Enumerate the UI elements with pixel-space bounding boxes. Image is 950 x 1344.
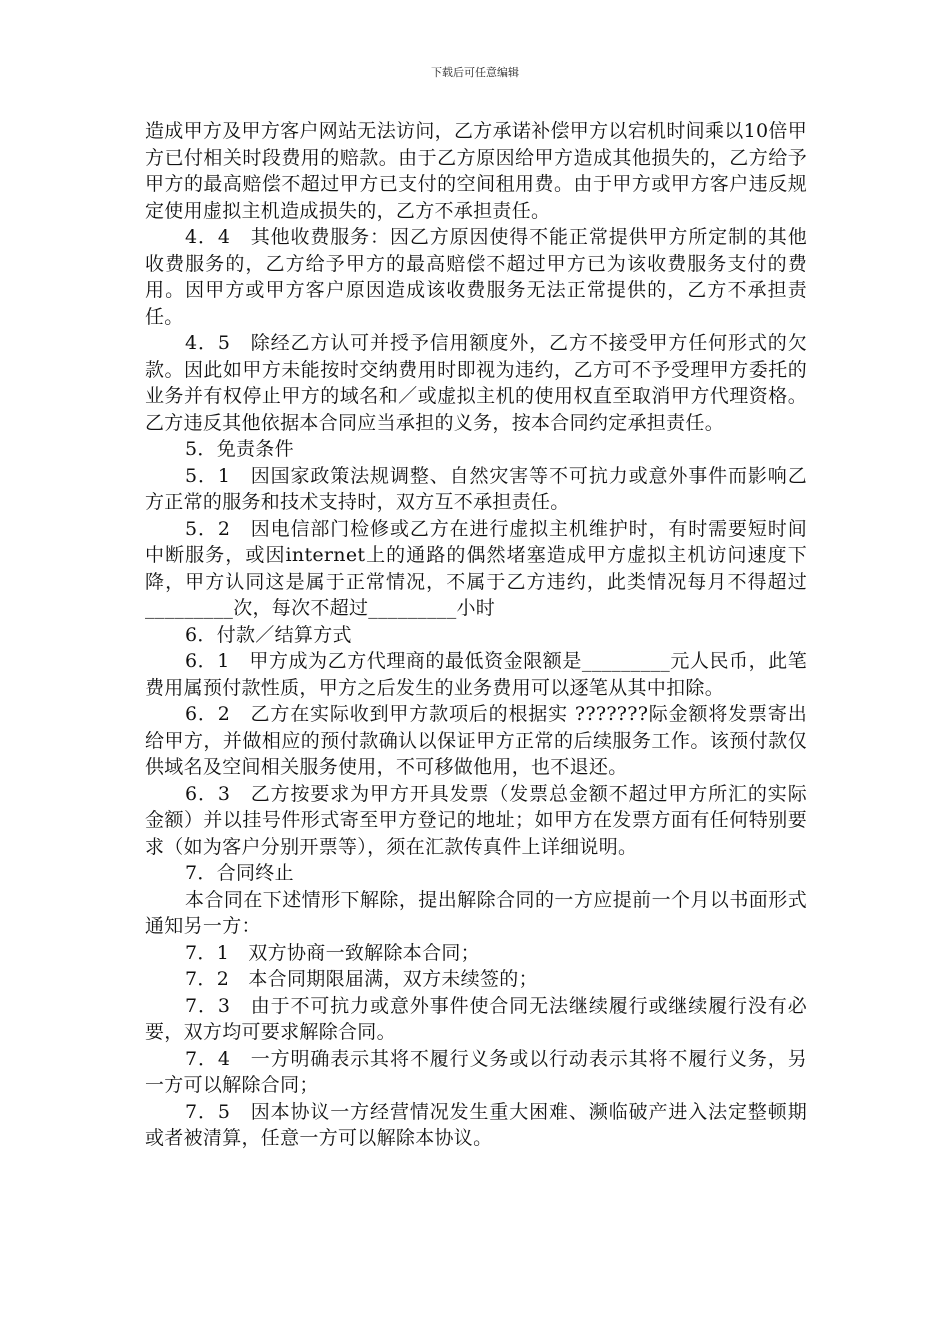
paragraph-7-2: 7．2 本合同期限届满，双方未续签的； — [185, 968, 538, 990]
section-heading-7: 7．合同终止 — [185, 862, 294, 884]
section-heading-5: 5．免责条件 — [185, 438, 294, 460]
document-body — [145, 118, 807, 1152]
paragraph-7-3: 7．3 由于不可抗力或意外事件使合同无法继续履行或继续履行没有必要，双方均可要求解除合同。 — [145, 994, 807, 1043]
paragraph-6-1: 6．1 甲方成为乙方代理商的最低资金限额是_________元人民币，此笔费用属预付款性质，甲方之后发生的业务费用可以逐笔从其中扣除。 — [145, 650, 807, 699]
paragraph-5-1: 5．1 因国家政策法规调整、自然灾害等不可抗力或意外事件而影响乙方正常的服务和技术支持时，双方互不承担责任。 — [145, 464, 807, 513]
paragraph-7-4: 7．4 一方明确表示其将不履行义务或以行动表示其将不履行义务，另一方可以解除合同； — [145, 1047, 807, 1096]
paragraph-4-5: 4．5 除经乙方认可并授予信用额度外，乙方不接受甲方任何形式的欠款。因此如甲方未能按时交纳费用时即视为违约，乙方可不予受理甲方委托的业务并有权停止甲方的域名和／或虚拟主机的使用权直至取消甲方代理资格。乙方违反其他依据本合同应当承担的义务，按本合同约定承担责任。 — [145, 332, 807, 434]
paragraph-6-2: 6．2 乙方在实际收到甲方款项后的根据实 ???????际金额将发票寄出给甲方，并做相应的预付款确认以保证甲方正常的后续服务工作。该预付款仅供域名及空间相关服务使用，不可移做他用，也不退还。 — [145, 703, 807, 778]
paragraph-7-1: 7．1 双方协商一致解除本合同； — [185, 941, 480, 964]
paragraph-7-5: 7．5 因本协议一方经营情况发生重大困难、濒临破产进入法定整顿期或者被清算，任意一方可以解除本协议。 — [145, 1100, 807, 1149]
paragraph-4-4: 4．4 其他收费服务：因乙方原因使得不能正常提供甲方所定制的其他收费服务的，乙方给予甲方的最高赔偿不超过甲方已为该收费服务支付的费用。因甲方或甲方客户原因造成该收费服务无法正常提供的，乙方不承担责任。 — [145, 226, 807, 328]
section-heading-6: 6．付款／结算方式 — [185, 623, 352, 646]
paragraph-6-3: 6．3 乙方按要求为甲方开具发票（发票总金额不超过甲方所汇的实际金额）并以挂号件形式寄至甲方登记的地址；如甲方在发票方面有任何特别要求（如为客户分别开票等），须在汇款传真件上详细说明。 — [145, 782, 807, 858]
paragraph-compensation-continued: 造成甲方及甲方客户网站无法访问，乙方承诺补偿甲方以宕机时间乘以10倍甲方已付相关时段费用的赔款。由于乙方原因给甲方造成其他损失的，乙方给予甲方的最高赔偿不超过甲方已支付的空间租用费。由于甲方或甲方客户违反规定使用虚拟主机造成损失的，乙方不承担责任。 — [145, 120, 807, 222]
paragraph-7-intro: 本合同在下述情形下解除，提出解除合同的一方应提前一个月以书面形式通知另一方： — [145, 888, 807, 937]
paragraph-5-2: 5．2 因电信部门检修或乙方在进行虚拟主机维护时，有时需要短时间中断服务，或因internet上的通路的偶然堵塞造成甲方虚拟主机访问速度下降，甲方认同这是属于正常情况，不属于乙方违约，此类情况每月不得超过_________次，每次不超过_________小时 — [145, 517, 807, 619]
page-header-note: 下载后可任意编辑 — [431, 66, 519, 79]
